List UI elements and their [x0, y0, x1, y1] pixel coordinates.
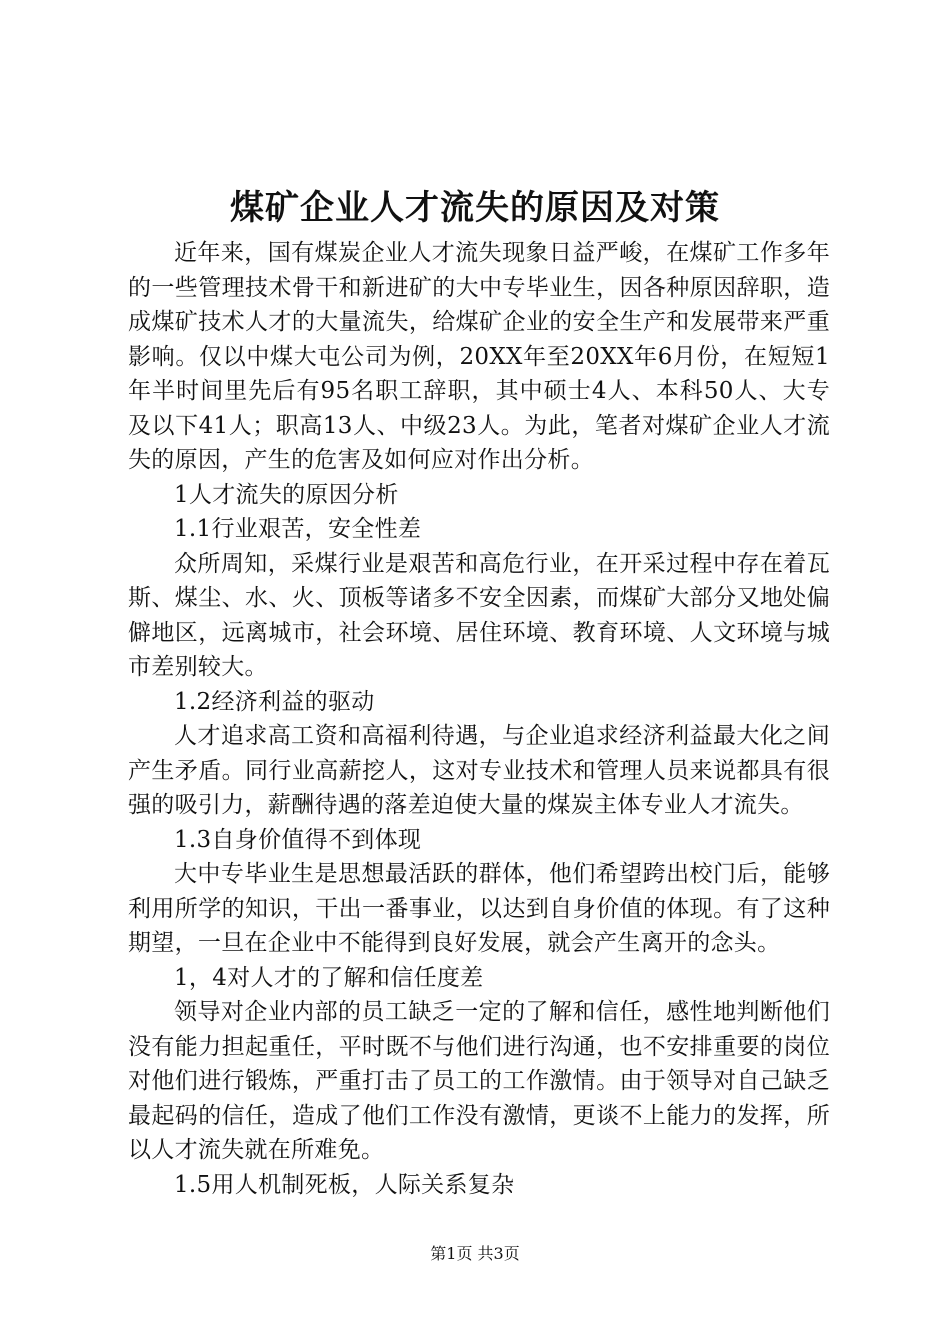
subsection-heading-1-3: 1.3自身价值得不到体现 [174, 826, 422, 853]
paragraph-1-4: 领导对企业内部的员工缺乏一定的了解和信任，感性地判断他们没有能力担起重任，平时既不与他们进行沟通，也不安排重要的岗位对他们进行锻炼，严重打击了员工的工作激情。由于领导对自己缺乏最起码的信任，造成了他们工作没有激情，更谈不上能力的发挥，所以人才流失就在所难免。 [128, 999, 830, 1163]
subsection-heading-1-2: 1.2经济利益的驱动 [174, 688, 375, 715]
paragraph-1-2: 人才追求高工资和高福利待遇，与企业追求经济利益最大化之间产生矛盾。同行业高薪挖人，这对专业技术和管理人员来说都具有很强的吸引力，薪酬待遇的落差迫使大量的煤炭主体专业人才流失。 [128, 723, 830, 818]
page-number: 第1页 共3页 [430, 1244, 520, 1263]
section-heading-1: 1人才流失的原因分析 [174, 481, 399, 508]
paragraph-1-1: 众所周知，采煤行业是艰苦和高危行业，在开采过程中存在着瓦斯、煤尘、水、火、顶板等诸多不安全因素，而煤矿大部分又地处偏僻地区，远离城市，社会环境、居住环境、教育环境、人文环境与城市差别较大。 [128, 550, 830, 680]
subsection-heading-1-5: 1.5用人机制死板，人际关系复杂 [174, 1171, 515, 1198]
subsection-heading-1-1: 1.1行业艰苦，安全性差 [174, 516, 422, 542]
paragraph-1-3: 大中专毕业生是思想最活跃的群体，他们希望跨出校门后，能够利用所学的知识，干出一番事业，以达到自身价值的体现。有了这种期望，一旦在企业中不能得到良好发展，就会产生离开的念头。 [128, 861, 830, 956]
document-title: 煤矿企业人才流失的原因及对策 [230, 188, 720, 228]
document-body [128, 236, 830, 1202]
intro-paragraph: 近年来，国有煤炭企业人才流失现象日益严峻，在煤矿工作多年的一些管理技术骨干和新进矿的大中专毕业生，因各种原因辞职，造成煤矿技术人才的大量流失，给煤矿企业的安全生产和发展带来严重影响。仅以中煤大屯公司为例，20XX年至20XX年6月份，在短短1年半时间里先后有95名职工辞职，其中硕士4人、本科50人、大专及以下41人；职高13人、中级23人。为此，笔者对煤矿企业人才流失的原因，产生的危害及如何应对作出分析。 [128, 240, 830, 473]
subsection-heading-1-4: 1，4对人才的了解和信任度差 [174, 964, 484, 991]
